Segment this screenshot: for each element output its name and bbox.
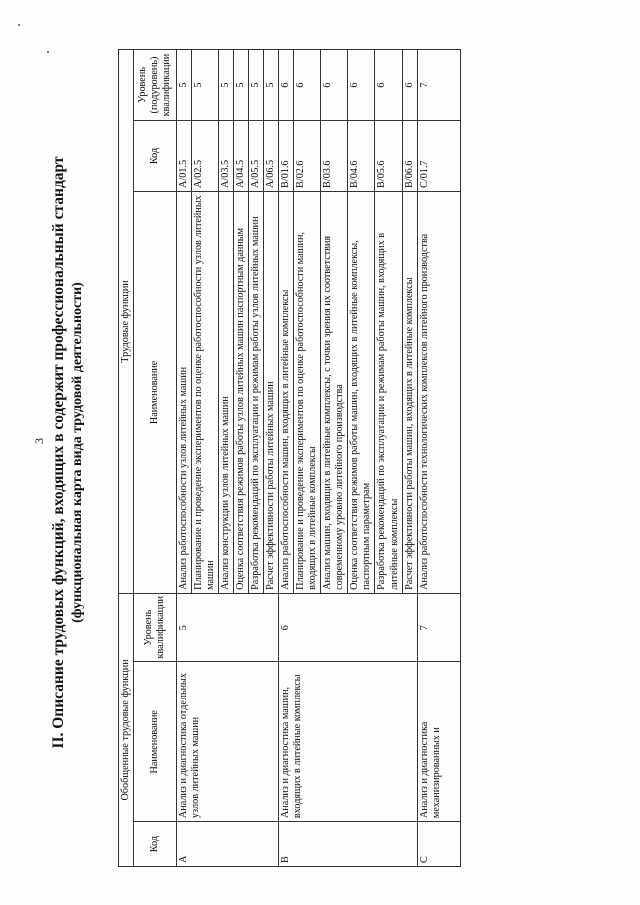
function-level: 7: [417, 50, 460, 121]
function-level: 5: [219, 50, 234, 121]
function-level: 5: [264, 50, 279, 121]
function-name: Разработка рекомендаций по эксплуатации и режимам работы машин, входящих в литейные комплексы: [375, 191, 402, 593]
page-number: 3: [32, 438, 46, 444]
function-code: A/01.5: [177, 121, 192, 192]
function-level: 5: [177, 50, 192, 121]
function-code: A/05.5: [249, 121, 264, 192]
group-level: 6: [279, 593, 417, 662]
group-level: 5: [177, 593, 279, 662]
table-row: [279, 50, 294, 867]
group-code: B: [279, 822, 417, 867]
header-tf-level: Уровень (подуровень) квалификации: [134, 50, 177, 121]
function-level: 5: [249, 50, 264, 121]
function-level: 6: [402, 50, 417, 121]
function-code: B/04.6: [348, 121, 375, 192]
function-name: Расчет эффективности работы машин, входящих в литейные комплексы: [402, 191, 417, 593]
function-name: Оценка соответствия режимов работы машин, входящих в литейные комплексы, паспортным параметрам: [348, 191, 375, 593]
function-name: Планирование и проведение экспериментов по оценке работоспособности узлов литейных машин: [192, 191, 219, 593]
table-row: [417, 50, 460, 867]
function-name: Разработка рекомендаций по эксплуатации и режимам работы узлов литейных машин: [249, 191, 264, 593]
function-level: 6: [321, 50, 348, 121]
function-name: Анализ конструкции узлов литейных машин: [219, 191, 234, 593]
group-code: A: [177, 822, 279, 867]
header-tf-code: Код: [134, 121, 177, 192]
function-level: 5: [234, 50, 249, 121]
header-generalized-functions: Обобщенные трудовые функции: [119, 593, 134, 866]
function-name: Анализ работоспособности технологических комплексов литейного производства: [417, 191, 460, 593]
function-code: B/06.6: [402, 121, 417, 192]
function-name: Анализ работоспособности узлов литейных машин: [177, 191, 192, 593]
function-code: A/06.5: [264, 121, 279, 192]
header-code: Код: [134, 822, 177, 867]
function-code: B/01.6: [279, 121, 294, 192]
group-code: C: [417, 822, 460, 867]
function-name: Оценка соответствия режимов работы узлов литейных машин паспортным данным: [234, 191, 249, 593]
section-subtitle: (функциональная карта вида трудовой деятельности): [70, 282, 85, 623]
header-tf-name: Наименование: [134, 191, 177, 593]
header-labor-functions: Трудовые функции: [119, 50, 134, 594]
header-name: Наименование: [134, 662, 177, 822]
section-title: II. Описание трудовых функций, входящих в содержит профессиональный стандарт: [50, 156, 67, 749]
functional-map-table: [118, 49, 461, 867]
function-code: A/04.5: [234, 121, 249, 192]
function-code: A/03.5: [219, 121, 234, 192]
function-name: Планирование и проведение экспериментов по оценке работоспособности машин, входящих в литейные комплексы: [294, 191, 321, 593]
function-level: 6: [348, 50, 375, 121]
header-level: Уровень квалификации: [134, 593, 177, 662]
function-name: Анализ работоспособности машин, входящих в литейные комплексы: [279, 191, 294, 593]
function-level: 6: [279, 50, 294, 121]
function-code: C/01.7: [417, 121, 460, 192]
function-level: 6: [294, 50, 321, 121]
group-name: Анализ и диагностика отдельных узлов литейных машин: [177, 662, 279, 822]
group-level: 7: [417, 593, 460, 662]
function-level: 6: [375, 50, 402, 121]
group-name: Анализ и диагностика машин, входящих в литейные комплексы: [279, 662, 417, 822]
function-code: B/05.6: [375, 121, 402, 192]
function-code: B/03.6: [321, 121, 348, 192]
function-name: Анализ машин, входящих в литейные комплексы, с точки зрения их соответствия современному уровню литейного производства: [321, 191, 348, 593]
function-code: A/02.5: [192, 121, 219, 192]
function-code: B/02.6: [294, 121, 321, 192]
table-row: [177, 50, 192, 867]
function-level: 5: [192, 50, 219, 121]
group-name: Анализ и диагностика механизированных и: [417, 662, 460, 822]
function-name: Расчет эффективности работы литейных машин: [264, 191, 279, 593]
